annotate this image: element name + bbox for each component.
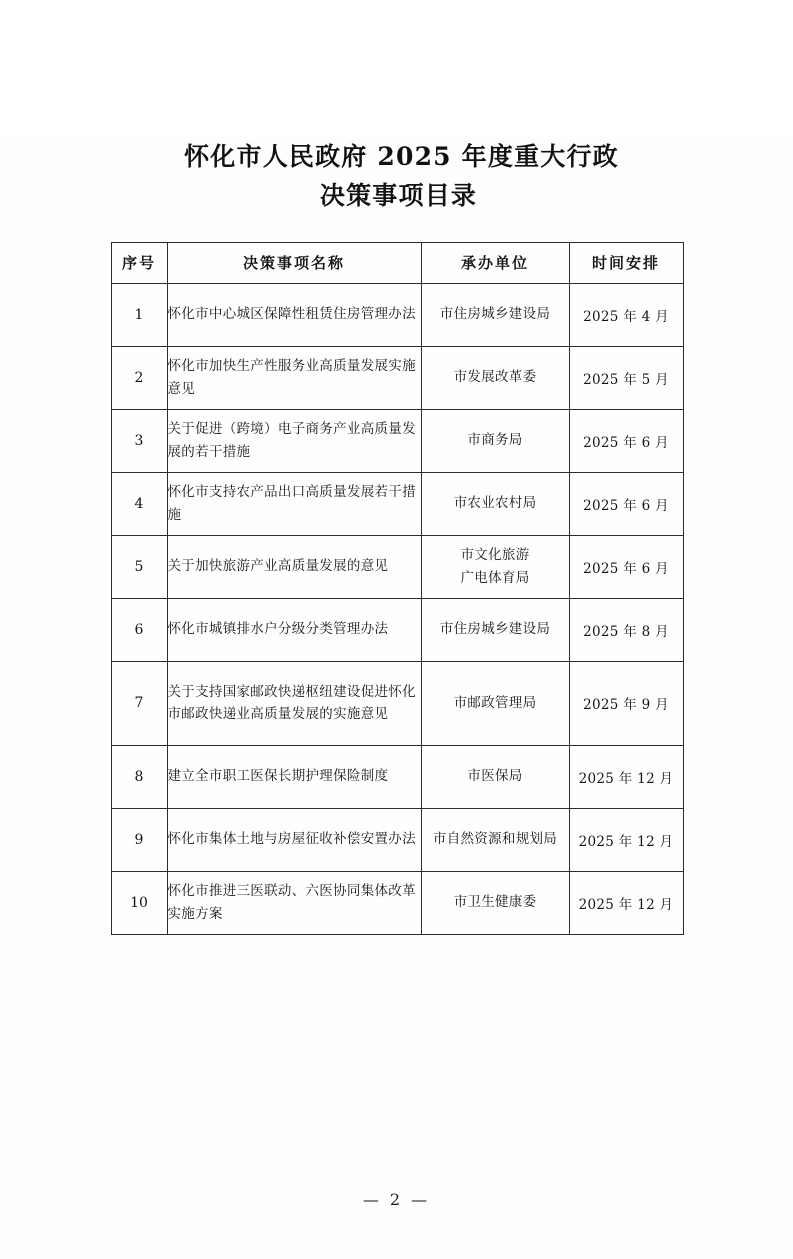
table-body — [111, 283, 683, 934]
cell-time: 2025 年 12 月 — [569, 871, 683, 934]
cell-unit-line-1: 市文化旅游 — [460, 547, 530, 564]
cell-no: 6 — [111, 598, 167, 661]
cell-no: 10 — [111, 871, 167, 934]
cell-unit-line-2: 广电体育局 — [460, 569, 530, 586]
table-row — [111, 808, 683, 871]
cell-name: 怀化市城镇排水户分级分类管理办法 — [167, 598, 421, 661]
cell-name: 怀化市支持农产品出口高质量发展若干措施 — [167, 472, 421, 535]
cell-unit: 市农业农村局 — [421, 472, 569, 535]
cell-time: 2025 年 12 月 — [569, 808, 683, 871]
table-row — [111, 871, 683, 934]
cell-unit: 市住房城乡建设局 — [421, 598, 569, 661]
cell-name: 怀化市中心城区保障性租赁住房管理办法 — [167, 283, 421, 346]
page-number: — 2 — — [362, 1190, 431, 1209]
cell-name: 怀化市集体土地与房屋征收补偿安置办法 — [167, 808, 421, 871]
cell-unit: 市卫生健康委 — [421, 871, 569, 934]
table-header-row — [111, 242, 683, 283]
table-row — [111, 346, 683, 409]
column-header-no: 序号 — [111, 242, 167, 283]
cell-time: 2025 年 6 月 — [569, 472, 683, 535]
decision-items-table — [111, 242, 684, 935]
table-row — [111, 598, 683, 661]
table-row — [111, 535, 683, 598]
table-row — [111, 409, 683, 472]
cell-no: 3 — [111, 409, 167, 472]
page-title-line-1: 怀化市人民政府 2025 年度重大行政 — [184, 142, 619, 171]
cell-time: 2025 年 8 月 — [569, 598, 683, 661]
column-header-time: 时间安排 — [569, 242, 683, 283]
cell-no: 8 — [111, 745, 167, 808]
cell-unit — [421, 535, 569, 598]
table-row — [111, 472, 683, 535]
cell-unit: 市发展改革委 — [421, 346, 569, 409]
table-row — [111, 661, 683, 745]
cell-time: 2025 年 12 月 — [569, 745, 683, 808]
table-header — [111, 242, 683, 283]
cell-no: 1 — [111, 283, 167, 346]
table-row — [111, 283, 683, 346]
table-row — [111, 745, 683, 808]
cell-no: 7 — [111, 661, 167, 745]
cell-name: 怀化市加快生产性服务业高质量发展实施意见 — [167, 346, 421, 409]
page-title-line-2: 决策事项目录 — [319, 180, 478, 210]
page-title — [0, 138, 793, 216]
cell-no: 9 — [111, 808, 167, 871]
cell-unit: 市邮政管理局 — [421, 661, 569, 745]
cell-time: 2025 年 5 月 — [569, 346, 683, 409]
cell-no: 4 — [111, 472, 167, 535]
cell-name: 关于支持国家邮政快递枢纽建设促进怀化市邮政快递业高质量发展的实施意见 — [167, 661, 421, 745]
cell-time: 2025 年 6 月 — [569, 409, 683, 472]
cell-unit: 市住房城乡建设局 — [421, 283, 569, 346]
cell-name: 怀化市推进三医联动、六医协同集体改革实施方案 — [167, 871, 421, 934]
cell-time: 2025 年 9 月 — [569, 661, 683, 745]
cell-time: 2025 年 6 月 — [569, 535, 683, 598]
cell-name: 建立全市职工医保长期护理保险制度 — [167, 745, 421, 808]
cell-unit: 市自然资源和规划局 — [421, 808, 569, 871]
column-header-unit: 承办单位 — [421, 242, 569, 283]
column-header-name: 决策事项名称 — [167, 242, 421, 283]
cell-name: 关于促进（跨境）电子商务产业高质量发展的若干措施 — [167, 409, 421, 472]
cell-no: 2 — [111, 346, 167, 409]
document-page — [0, 138, 793, 1259]
cell-name: 关于加快旅游产业高质量发展的意见 — [167, 535, 421, 598]
cell-unit: 市医保局 — [421, 745, 569, 808]
cell-no: 5 — [111, 535, 167, 598]
cell-unit: 市商务局 — [421, 409, 569, 472]
cell-time: 2025 年 4 月 — [569, 283, 683, 346]
decision-items-table-wrapper — [111, 242, 683, 935]
